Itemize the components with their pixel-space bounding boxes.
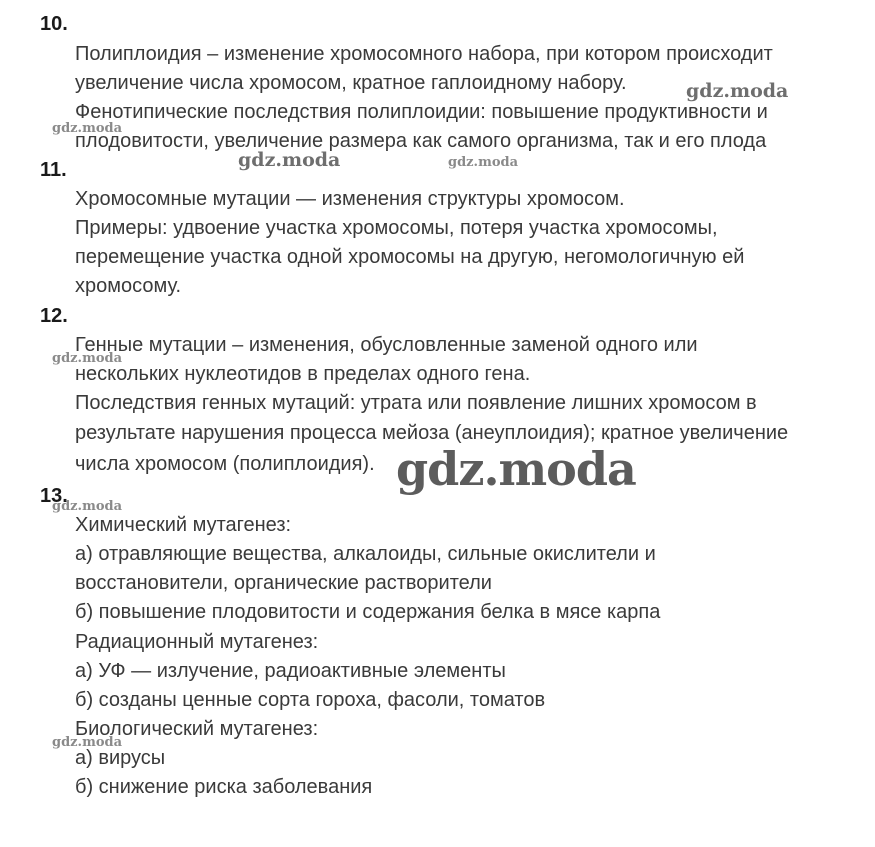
watermark-top-right: gdz.moda: [686, 80, 789, 102]
section-13-line-8: Биологический мутагенез:: [75, 718, 319, 740]
section-number-10: 10.: [40, 13, 68, 35]
section-12-line-4: результате нарушения процесса мейоза (анеуплоидия); кратное увеличение: [75, 422, 789, 444]
section-12-line-1: Генные мутации – изменения, обусловленные заменой одного или: [75, 334, 698, 356]
watermark-large: gdz.moda: [396, 442, 636, 496]
section-number-11: 11.: [40, 159, 67, 181]
section-13-line-6: а) УФ — излучение, радиоактивные элементы: [75, 660, 506, 682]
section-10-line-2: увеличение числа хромосом, кратное гаплоидному набору.: [75, 72, 627, 94]
section-13-line-5: Радиационный мутагенез:: [75, 631, 319, 653]
section-11-line-4: хромосому.: [75, 275, 181, 297]
section-10-line-3: Фенотипические последствия полиплоидии: повышение продуктивности и: [75, 101, 768, 123]
section-13-line-3: восстановители, органические растворители: [75, 572, 492, 594]
watermark-center-2: gdz.moda: [448, 155, 519, 170]
section-13-line-4: б) повышение плодовитости и содержания белка в мясе карпа: [75, 601, 661, 623]
section-number-12: 12.: [40, 305, 68, 327]
section-11-line-3: перемещение участка одной хромосомы на другую, негомологичную ей: [75, 246, 745, 268]
watermark-left-4: gdz.moda: [52, 735, 123, 750]
section-13-line-9: а) вирусы: [75, 747, 166, 769]
section-12-line-2: нескольких нуклеотидов в пределах одного гена.: [75, 363, 531, 385]
section-12-line-5: числа хромосом (полиплоидия).: [75, 453, 375, 475]
section-11-line-1: Хромосомные мутации — изменения структуры хромосом.: [75, 188, 625, 210]
section-13-line-10: б) снижение риска заболевания: [75, 776, 373, 798]
section-10-line-1: Полиплоидия – изменение хромосомного набора, при котором происходит: [75, 43, 773, 65]
watermark-left-2: gdz.moda: [52, 351, 123, 366]
section-13-line-1: Химический мутагенез:: [75, 514, 292, 536]
watermark-left-3: gdz.moda: [52, 499, 123, 514]
section-10-line-4: плодовитости, увеличение размера как самого организма, так и его плода: [75, 130, 767, 152]
section-12-line-3: Последствия генных мутаций: утрата или появление лишних хромосом в: [75, 392, 757, 414]
section-13-line-2: а) отравляющие вещества, алкалоиды, сильные окислители и: [75, 543, 656, 565]
watermark-center-1: gdz.moda: [238, 149, 341, 171]
section-13-line-7: б) созданы ценные сорта гороха, фасоли, томатов: [75, 689, 546, 711]
section-11-line-2: Примеры: удвоение участка хромосомы, потеря участка хромосомы,: [75, 217, 718, 239]
watermark-left-1: gdz.moda: [52, 121, 123, 136]
section-number-13: 13.: [40, 485, 68, 507]
